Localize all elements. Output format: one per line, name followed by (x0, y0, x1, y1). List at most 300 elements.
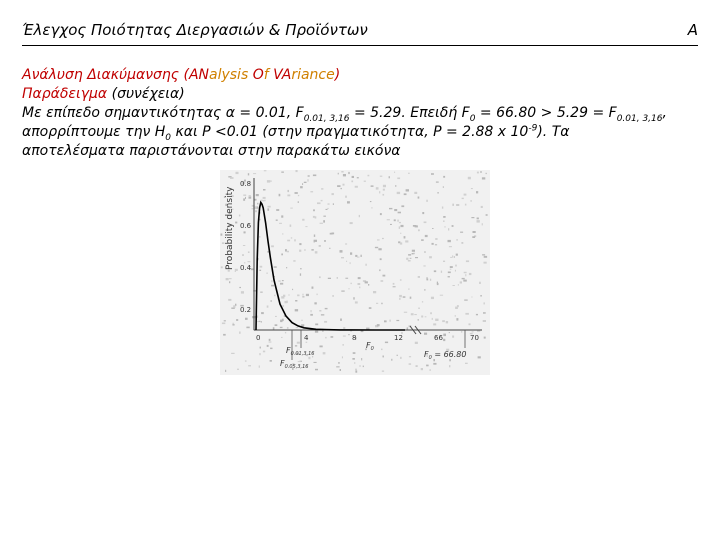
noise-speck (472, 236, 475, 238)
noise-speck (267, 306, 269, 308)
noise-speck (404, 193, 407, 195)
noise-speck (275, 324, 278, 326)
noise-speck (345, 278, 348, 279)
anova-heading: Ανάλυση Διακύμανσης (ANalysis Of VAriance) (22, 67, 341, 83)
noise-speck (300, 186, 303, 188)
noise-speck (327, 208, 328, 209)
noise-speck (264, 200, 265, 201)
noise-speck (313, 209, 315, 211)
noise-speck (302, 294, 303, 296)
noise-speck (307, 179, 308, 181)
noise-speck (421, 368, 423, 370)
noise-speck (383, 356, 384, 358)
noise-speck (257, 203, 258, 205)
noise-speck (446, 321, 448, 323)
noise-speck (259, 353, 260, 355)
noise-speck (261, 200, 263, 201)
noise-speck (236, 319, 238, 321)
noise-speck (229, 278, 232, 279)
x-tick-label: 12 (394, 334, 403, 342)
noise-speck (397, 220, 399, 222)
noise-speck (432, 243, 434, 245)
noise-speck (465, 363, 468, 364)
noise-speck (449, 332, 450, 333)
noise-speck (455, 315, 456, 317)
noise-speck (298, 361, 301, 362)
noise-speck (287, 195, 290, 197)
noise-speck (456, 239, 458, 240)
y-axis-label: Probability density (225, 186, 235, 270)
noise-speck (436, 182, 439, 183)
noise-speck (433, 363, 436, 365)
noise-speck (319, 245, 321, 246)
noise-speck (228, 299, 231, 301)
noise-speck (355, 255, 357, 257)
noise-speck (410, 297, 412, 299)
noise-speck (239, 287, 241, 288)
noise-speck (352, 358, 355, 360)
noise-speck (314, 240, 317, 242)
noise-speck (310, 314, 313, 316)
noise-speck (295, 192, 298, 194)
noise-speck (306, 294, 309, 296)
noise-speck (416, 366, 418, 367)
noise-speck (413, 253, 415, 255)
noise-speck (383, 194, 385, 196)
noise-speck (408, 254, 411, 256)
noise-speck (432, 228, 433, 229)
noise-speck (410, 258, 412, 259)
noise-speck (450, 269, 452, 270)
slide-title: Έλεγχος Ποιότητας Διεργασιών & Προϊόντων (22, 21, 368, 39)
noise-speck (469, 323, 471, 325)
noise-speck (256, 194, 259, 196)
noise-speck (373, 291, 376, 293)
noise-speck (412, 253, 414, 254)
x-tick-label: 4 (304, 334, 309, 342)
noise-speck (282, 233, 283, 234)
noise-speck (273, 327, 275, 329)
noise-speck (302, 219, 304, 221)
noise-speck (257, 321, 259, 322)
noise-speck (483, 320, 486, 322)
noise-speck (452, 336, 454, 338)
noise-speck (355, 371, 357, 373)
noise-speck (342, 356, 343, 358)
noise-speck (298, 201, 299, 202)
noise-speck (401, 205, 404, 207)
noise-speck (399, 226, 400, 229)
noise-speck (383, 189, 385, 191)
noise-speck (461, 331, 462, 333)
noise-speck (456, 318, 458, 321)
noise-speck (477, 172, 479, 174)
noise-speck (315, 324, 318, 326)
noise-speck (482, 177, 485, 179)
noise-speck (311, 310, 312, 312)
noise-speck (458, 284, 459, 285)
noise-speck (453, 285, 455, 286)
noise-speck (243, 195, 246, 196)
noise-speck (311, 249, 313, 251)
noise-speck (449, 359, 451, 361)
header-mark: A (687, 21, 698, 39)
noise-speck (466, 260, 469, 262)
noise-speck (287, 240, 290, 242)
noise-speck (292, 289, 293, 290)
noise-speck (355, 301, 358, 303)
noise-speck (320, 346, 323, 348)
noise-speck (223, 334, 226, 336)
noise-speck (426, 200, 428, 202)
noise-speck (290, 208, 293, 209)
noise-speck (424, 222, 427, 224)
noise-speck (281, 337, 282, 338)
noise-speck (287, 327, 289, 329)
noise-speck (323, 216, 326, 217)
noise-speck (363, 366, 364, 368)
noise-speck (399, 222, 401, 223)
noise-speck (261, 312, 264, 314)
noise-speck (440, 295, 443, 296)
noise-speck (422, 212, 424, 214)
x-tick-label: 8 (352, 334, 357, 342)
noise-speck (435, 239, 437, 240)
noise-speck (290, 225, 292, 227)
noise-speck (313, 175, 316, 177)
noise-speck (477, 220, 480, 223)
noise-speck (476, 191, 478, 193)
noise-speck (413, 225, 417, 227)
noise-speck (382, 371, 384, 372)
noise-speck (329, 248, 330, 249)
noise-speck (469, 273, 472, 275)
noise-speck (437, 282, 438, 284)
noise-speck (429, 256, 432, 258)
noise-speck (308, 175, 310, 176)
noise-speck (291, 237, 292, 238)
noise-speck (310, 191, 313, 192)
noise-speck (232, 323, 234, 324)
noise-speck (323, 352, 326, 354)
noise-speck (443, 334, 446, 337)
noise-speck (328, 278, 331, 279)
noise-speck (448, 228, 449, 230)
noise-speck (274, 295, 275, 297)
example-heading: Παράδειγμα (συνέχεια) (22, 86, 185, 102)
noise-speck (243, 254, 244, 256)
noise-speck (435, 244, 437, 245)
noise-speck (255, 210, 257, 212)
noise-speck (398, 212, 401, 214)
noise-speck (315, 331, 318, 333)
noise-speck (481, 206, 483, 208)
noise-speck (275, 316, 277, 317)
noise-speck (393, 286, 396, 287)
noise-speck (452, 225, 454, 227)
noise-speck (231, 353, 235, 354)
noise-speck (225, 370, 226, 372)
noise-speck (241, 291, 244, 293)
f-distribution-figure (220, 170, 490, 375)
noise-speck (353, 297, 354, 299)
noise-speck (408, 260, 411, 262)
noise-speck (397, 355, 398, 356)
noise-speck (297, 342, 300, 344)
noise-speck (358, 283, 361, 285)
noise-speck (300, 273, 301, 275)
noise-speck (418, 197, 420, 199)
noise-speck (281, 172, 284, 173)
noise-speck (408, 173, 410, 174)
noise-speck (260, 347, 261, 349)
noise-speck (463, 280, 467, 282)
noise-speck (404, 312, 407, 313)
noise-speck (259, 270, 261, 271)
noise-speck (371, 185, 374, 187)
noise-speck (351, 283, 352, 284)
noise-speck (443, 221, 445, 222)
noise-speck (442, 207, 443, 209)
noise-speck (432, 318, 433, 320)
noise-speck (403, 296, 406, 298)
noise-speck (435, 319, 438, 321)
noise-speck (314, 235, 315, 237)
noise-speck (380, 258, 382, 260)
noise-speck (293, 260, 295, 262)
y-tick-label: 0.4 (240, 264, 252, 272)
noise-speck (465, 204, 467, 206)
noise-speck (246, 327, 249, 329)
noise-speck (350, 262, 351, 264)
noise-speck (424, 251, 426, 253)
noise-speck (302, 183, 303, 185)
noise-speck (226, 278, 229, 280)
noise-speck (377, 239, 380, 240)
noise-speck (280, 320, 282, 323)
noise-speck (359, 287, 360, 289)
noise-speck (422, 301, 423, 302)
noise-speck (464, 272, 467, 273)
noise-speck (320, 223, 323, 224)
noise-speck (348, 334, 350, 335)
noise-speck (379, 269, 380, 271)
noise-speck (426, 277, 427, 278)
noise-speck (400, 233, 401, 234)
noise-speck (280, 283, 283, 285)
noise-speck (325, 337, 326, 339)
noise-speck (448, 276, 450, 277)
annotation-f0: $F_0$ (366, 341, 374, 352)
noise-speck (423, 265, 425, 266)
noise-speck (263, 189, 266, 191)
noise-speck (450, 266, 453, 268)
noise-speck (314, 302, 316, 304)
noise-speck (296, 327, 299, 328)
noise-speck (315, 251, 318, 253)
noise-speck (381, 303, 382, 305)
noise-speck (478, 356, 481, 358)
noise-speck (245, 360, 247, 361)
noise-speck (249, 195, 251, 197)
noise-speck (390, 224, 392, 225)
noise-speck (399, 298, 401, 300)
noise-speck (395, 185, 396, 187)
noise-speck (343, 184, 345, 186)
noise-speck (371, 207, 372, 208)
noise-speck (243, 245, 245, 246)
noise-speck (483, 312, 486, 314)
noise-speck (389, 176, 390, 178)
noise-speck (368, 284, 369, 286)
noise-speck (442, 320, 445, 322)
noise-speck (460, 281, 462, 283)
noise-speck (297, 295, 299, 297)
noise-speck (340, 369, 341, 371)
noise-speck (348, 172, 349, 174)
noise-speck (261, 321, 262, 322)
noise-speck (486, 173, 487, 174)
noise-speck (455, 265, 457, 267)
noise-speck (353, 352, 356, 354)
noise-speck (288, 190, 289, 192)
noise-speck (324, 240, 326, 242)
noise-speck (259, 236, 260, 238)
noise-speck (464, 194, 467, 196)
noise-speck (285, 332, 286, 334)
noise-speck (260, 266, 263, 268)
noise-speck (296, 170, 298, 172)
noise-speck (279, 194, 281, 197)
noise-speck (385, 342, 388, 344)
noise-speck (332, 295, 334, 297)
noise-speck (471, 188, 473, 189)
noise-speck (287, 251, 289, 253)
noise-speck (269, 181, 272, 182)
noise-speck (389, 320, 390, 322)
noise-speck (486, 214, 488, 216)
noise-speck (389, 208, 392, 209)
noise-speck (245, 318, 248, 320)
noise-speck (312, 287, 314, 289)
noise-speck (244, 231, 246, 233)
noise-speck (295, 300, 297, 302)
noise-speck (437, 192, 439, 193)
noise-speck (305, 226, 307, 227)
noise-speck (455, 307, 458, 309)
noise-speck (230, 177, 234, 179)
noise-speck (326, 209, 328, 210)
noise-speck (426, 365, 429, 367)
noise-speck (359, 215, 360, 217)
noise-speck (431, 297, 434, 299)
noise-speck (236, 172, 239, 174)
noise-speck (472, 331, 474, 332)
header-rule (22, 45, 698, 46)
noise-speck (279, 223, 282, 224)
noise-speck (408, 288, 409, 289)
noise-speck (394, 172, 395, 173)
noise-speck (270, 300, 272, 301)
noise-speck (282, 280, 284, 281)
noise-speck (448, 272, 451, 274)
noise-speck (414, 192, 417, 194)
noise-speck (443, 261, 445, 262)
noise-speck (365, 264, 366, 266)
noise-speck (433, 323, 436, 325)
noise-speck (319, 310, 321, 312)
noise-speck (302, 296, 304, 297)
noise-speck (304, 182, 307, 183)
noise-speck (359, 365, 361, 366)
noise-speck (271, 285, 274, 287)
noise-speck (381, 280, 384, 282)
noise-speck (454, 256, 455, 257)
result-paragraph: Με επίπεδο σημαντικότητας α = 0.01, $F_{0.01, 3,16} = 5.29$. Επειδή $F_0 = 66.80 > 5.29 = F_{0.01, 3,16}$, απορρίπτουμε την $H_0$ και P <0.01 (στην πραγματικότητα, P = 2.88 x $10^{-9}$). Τα αποτελέσματα παριστάνονται στην παρακάτω εικόνα (22, 105, 667, 159)
noise-speck (248, 365, 251, 366)
noise-speck (299, 243, 301, 245)
noise-speck (399, 295, 402, 297)
noise-speck (232, 324, 234, 325)
noise-speck (425, 316, 427, 317)
noise-speck (450, 257, 452, 258)
noise-speck (295, 309, 298, 311)
noise-speck (325, 308, 328, 309)
noise-speck (328, 203, 330, 204)
noise-speck (248, 173, 249, 175)
noise-speck (456, 254, 458, 256)
noise-speck (355, 186, 358, 188)
noise-speck (280, 327, 283, 328)
noise-speck (283, 295, 285, 297)
noise-speck (431, 173, 434, 175)
noise-speck (313, 216, 315, 218)
noise-speck (394, 219, 396, 221)
noise-speck (418, 229, 420, 231)
noise-speck (268, 206, 271, 208)
noise-speck (267, 345, 269, 347)
noise-speck (340, 250, 343, 253)
slide-header (22, 21, 698, 43)
noise-speck (449, 365, 450, 367)
noise-speck (424, 289, 425, 290)
noise-speck (278, 281, 281, 282)
noise-speck (276, 209, 279, 211)
noise-speck (348, 288, 349, 289)
noise-speck (332, 193, 334, 195)
noise-speck (300, 268, 302, 269)
noise-speck (418, 308, 420, 309)
noise-speck (315, 369, 318, 371)
noise-speck (343, 344, 344, 346)
noise-speck (406, 189, 409, 191)
noise-speck (415, 342, 418, 344)
noise-speck (383, 185, 386, 187)
noise-speck (221, 266, 223, 268)
y-tick-label: 0.6 (240, 222, 252, 230)
noise-speck (456, 204, 459, 205)
noise-speck (460, 232, 463, 233)
noise-speck (245, 197, 246, 199)
noise-speck (424, 333, 427, 335)
noise-speck (443, 339, 445, 341)
noise-speck (271, 280, 272, 282)
noise-speck (347, 201, 350, 203)
noise-speck (276, 220, 278, 221)
noise-speck (285, 301, 287, 303)
noise-speck (418, 276, 420, 278)
noise-speck (338, 362, 340, 364)
